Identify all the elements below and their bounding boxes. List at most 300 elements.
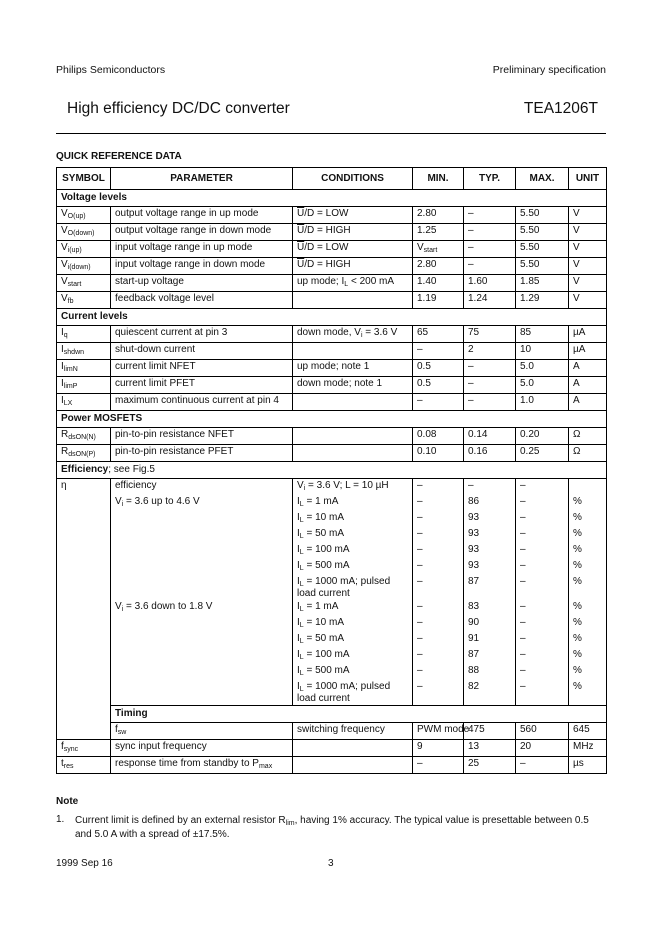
unit-cell: Ω	[569, 445, 607, 462]
parameter-text: response time from standby to P	[115, 758, 259, 769]
condition-text: I	[297, 681, 300, 692]
parameter-cell	[111, 600, 293, 616]
max-cell: –	[516, 559, 569, 575]
overline-u: $\overline{U}$	[297, 208, 305, 219]
max-cell: 0.25	[516, 445, 569, 462]
parameter-text: = 3.6 up to 4.6 V	[123, 496, 200, 507]
conditions-cell	[293, 680, 413, 706]
symbol-cell	[57, 224, 111, 241]
conditions-cell	[293, 600, 413, 616]
overline-u: $\overline{U}$	[297, 259, 305, 270]
min-cell: 1.25	[413, 224, 464, 241]
table-row	[57, 527, 607, 543]
unit-cell: A	[569, 394, 607, 411]
parameter-cell	[111, 616, 293, 632]
unit-cell: %	[569, 495, 607, 511]
conditions-cell	[293, 241, 413, 258]
conditions-cell	[293, 632, 413, 648]
min-cell: –	[413, 632, 464, 648]
group-label	[57, 462, 607, 479]
unit-cell: V	[569, 224, 607, 241]
conditions-cell	[293, 343, 413, 360]
symbol-cell	[57, 207, 111, 224]
table-row	[57, 495, 607, 511]
typ-cell: 1.24	[464, 292, 516, 309]
typ-cell: 2	[464, 343, 516, 360]
typ-cell: 90	[464, 616, 516, 632]
group-row-efficiency	[57, 462, 607, 479]
part-number: TEA1206T	[523, 100, 598, 117]
max-cell: –	[516, 600, 569, 616]
spec-status: Preliminary specification	[492, 64, 606, 76]
unit-cell: %	[569, 527, 607, 543]
min-cell: –	[413, 343, 464, 360]
max-cell: 1.29	[516, 292, 569, 309]
parameter-cell	[111, 495, 293, 511]
condition-subscript: L	[299, 686, 304, 693]
min-cell: –	[413, 394, 464, 411]
symbol-subscript: i(down)	[67, 264, 91, 271]
condition-subscript: i	[303, 485, 306, 492]
typ-cell: 91	[464, 632, 516, 648]
min-cell: 475	[464, 723, 516, 740]
parameter-cell: pin-to-pin resistance NFET	[111, 428, 293, 445]
typ-cell: 0.14	[464, 428, 516, 445]
parameter-cell: efficiency	[111, 479, 293, 496]
parameter-cell	[111, 543, 293, 559]
symbol-cell	[57, 445, 111, 462]
parameter-cell	[111, 632, 293, 648]
condition-text: = 1 mA	[303, 601, 339, 612]
min-cell	[413, 241, 464, 258]
max-cell: –	[516, 575, 569, 600]
conditions-cell	[293, 275, 413, 292]
unit-cell: %	[569, 559, 607, 575]
symbol-subscript: res	[63, 763, 74, 770]
table-row	[57, 632, 607, 648]
typ-cell: –	[464, 394, 516, 411]
min-cell: –	[413, 575, 464, 600]
table-row	[57, 275, 607, 292]
typ-cell: –	[464, 258, 516, 275]
company-name: Philips Semiconductors	[56, 64, 166, 76]
min-cell: –	[413, 511, 464, 527]
parameter-text: V	[115, 601, 122, 612]
typ-cell: 87	[464, 648, 516, 664]
parameter-cell: shut-down current	[111, 343, 293, 360]
conditions-cell	[293, 559, 413, 575]
unit-cell: %	[569, 648, 607, 664]
group-row-mosfets	[57, 411, 607, 428]
max-cell: –	[516, 479, 569, 496]
condition-text: = 10 mA	[303, 617, 344, 628]
parameter-cell: pin-to-pin resistance PFET	[111, 445, 293, 462]
conditions-cell	[293, 511, 413, 527]
max-cell: –	[516, 527, 569, 543]
condition-text: = 500 mA	[303, 560, 350, 571]
col-parameter: PARAMETER	[111, 168, 293, 190]
conditions-cell	[293, 543, 413, 559]
parameter-cell: feedback voltage level	[111, 292, 293, 309]
condition-text: = 50 mA	[303, 633, 344, 644]
unit-cell	[569, 479, 607, 496]
max-cell: –	[516, 495, 569, 511]
table-row	[57, 757, 607, 774]
condition-subscript: L	[299, 622, 304, 629]
unit-cell: V	[569, 275, 607, 292]
symbol-cell	[111, 723, 293, 740]
table-row	[57, 445, 607, 462]
max-cell: –	[516, 648, 569, 664]
min-cell: 1.40	[413, 275, 464, 292]
section-heading: QUICK REFERENCE DATA	[56, 151, 182, 162]
symbol-letter: t	[61, 758, 64, 769]
table-row	[57, 740, 607, 757]
parameter-cell	[111, 511, 293, 527]
group-label: Current levels	[57, 309, 607, 326]
figure-reference: ; see Fig.5	[108, 464, 155, 475]
parameter-cell: output voltage range in down mode	[111, 224, 293, 241]
min-cell: 2.80	[413, 258, 464, 275]
unit-cell: MHz	[569, 740, 607, 757]
condition-text: I	[297, 617, 300, 628]
condition-text: I	[297, 544, 300, 555]
min-cell: –	[413, 559, 464, 575]
symbol-letter: I	[61, 344, 64, 355]
unit-cell: V	[569, 207, 607, 224]
group-row-timing	[57, 706, 607, 723]
parameter-cell	[111, 575, 293, 600]
conditions-cell	[293, 616, 413, 632]
unit-cell: %	[569, 616, 607, 632]
table-row	[57, 428, 607, 445]
parameter-text: = 3.6 down to 1.8 V	[123, 601, 213, 612]
max-cell: –	[516, 543, 569, 559]
col-symbol: SYMBOL	[57, 168, 111, 190]
quick-reference-table	[56, 167, 607, 774]
min-cell: –	[413, 527, 464, 543]
table-row	[57, 292, 607, 309]
conditions-cell	[293, 224, 413, 241]
symbol-cell	[57, 428, 111, 445]
table-row	[57, 575, 607, 600]
condition-text: V	[297, 480, 304, 491]
symbol-cell	[57, 326, 111, 343]
condition-text: I	[297, 601, 300, 612]
typ-cell: –	[464, 479, 516, 496]
condition-text: /D = HIGH	[304, 259, 351, 270]
header-rule	[56, 133, 606, 134]
min-cell: –	[413, 600, 464, 616]
max-cell: 5.0	[516, 377, 569, 394]
condition-subscript: L	[299, 638, 304, 645]
parameter-subscript: i	[121, 606, 124, 613]
typ-cell: 83	[464, 600, 516, 616]
typ-cell: –	[464, 377, 516, 394]
conditions-cell	[293, 740, 413, 757]
conditions-cell	[293, 207, 413, 224]
condition-text: load current	[297, 588, 350, 599]
condition-subscript: i	[360, 332, 363, 339]
conditions-cell	[293, 757, 413, 774]
overline-u: $\overline{U}$	[297, 242, 305, 253]
unit-cell: A	[569, 360, 607, 377]
unit-cell: %	[569, 543, 607, 559]
symbol-subscript: start	[67, 281, 82, 288]
min-cell: –	[413, 680, 464, 706]
condition-text: = 3.6 V; L = 10 µH	[305, 480, 389, 491]
col-max: MAX.	[516, 168, 569, 190]
typ-cell: 93	[464, 511, 516, 527]
unit-cell: %	[569, 632, 607, 648]
symbol-subscript: O(down)	[67, 230, 95, 237]
parameter-cell: maximum continuous current at pin 4	[111, 394, 293, 411]
group-label: Timing	[111, 706, 607, 723]
parameter-cell: quiescent current at pin 3	[111, 326, 293, 343]
condition-text: load current	[297, 693, 350, 704]
symbol-letter: I	[61, 378, 64, 389]
condition-subscript: L	[299, 670, 304, 677]
condition-subscript: L	[299, 549, 304, 556]
max-cell: –	[516, 511, 569, 527]
typ-cell: 87	[464, 575, 516, 600]
symbol-cell	[57, 241, 111, 258]
unit-cell: V	[569, 241, 607, 258]
symbol-letter: I	[61, 395, 64, 406]
condition-text: I	[297, 512, 300, 523]
conditions-cell	[293, 326, 413, 343]
symbol-letter: V	[61, 208, 68, 219]
table-row	[57, 600, 607, 616]
max-cell: 85	[516, 326, 569, 343]
min-cell: 65	[413, 326, 464, 343]
typ-cell: 0.16	[464, 445, 516, 462]
note-text-part: , having 1% accuracy. The typical value is presettable between 0.5 and 5.0 A with a spread of ±17.5%.	[75, 815, 589, 840]
table-row	[57, 207, 607, 224]
table-row	[57, 343, 607, 360]
condition-text: = 3.6 V	[362, 327, 398, 338]
min-cell: 1.19	[413, 292, 464, 309]
condition-text: /D = LOW	[304, 208, 349, 219]
min-cell: –	[413, 479, 464, 496]
unit-cell: µA	[569, 343, 607, 360]
symbol-subscript: dsON(N)	[68, 434, 96, 441]
typ-cell: 25	[464, 757, 516, 774]
note-subscript: lim	[285, 820, 295, 827]
unit-cell: µA	[569, 326, 607, 343]
max-cell: 20	[516, 740, 569, 757]
symbol-subscript: dsON(P)	[68, 451, 96, 458]
condition-text: I	[297, 496, 300, 507]
symbol-letter: V	[61, 225, 68, 236]
symbol-letter: I	[61, 361, 64, 372]
unit-cell: V	[569, 292, 607, 309]
symbol-subscript: fb	[67, 298, 74, 305]
col-typ: TYP.	[464, 168, 516, 190]
conditions-cell	[293, 428, 413, 445]
min-cell: –	[413, 495, 464, 511]
min-symbol: V	[417, 242, 424, 253]
unit-cell: µs	[569, 757, 607, 774]
condition-text: = 1000 mA; pulsed	[303, 576, 391, 587]
min-cell: –	[413, 616, 464, 632]
min-cell: –	[413, 664, 464, 680]
document-title: High efficiency DC/DC converter	[67, 100, 290, 117]
symbol-cell	[57, 343, 111, 360]
parameter-cell: switching frequency	[293, 723, 413, 740]
condition-text: down mode, V	[297, 327, 361, 338]
max-cell: –	[516, 632, 569, 648]
parameter-subscript: i	[121, 501, 124, 508]
max-cell: 5.50	[516, 207, 569, 224]
conditions-cell	[293, 648, 413, 664]
condition-text: = 100 mA	[303, 649, 350, 660]
table-row	[57, 511, 607, 527]
max-cell: –	[516, 664, 569, 680]
symbol-cell	[57, 740, 111, 757]
symbol-subscript: shdwn	[63, 349, 85, 356]
max-cell: 1.85	[516, 275, 569, 292]
group-title: Efficiency	[61, 464, 109, 475]
condition-text: I	[297, 560, 300, 571]
page-number: 3	[328, 858, 334, 869]
table-row	[57, 559, 607, 575]
min-cell: –	[413, 648, 464, 664]
table-row	[57, 543, 607, 559]
condition-text: /D = LOW	[304, 242, 349, 253]
symbol-cell	[57, 394, 111, 411]
condition-text: I	[297, 633, 300, 644]
condition-text: = 50 mA	[303, 528, 344, 539]
typ-cell: 93	[464, 543, 516, 559]
unit-cell: V	[569, 258, 607, 275]
symbol-subscript: limP	[63, 383, 78, 390]
parameter-text: V	[115, 496, 122, 507]
condition-text: = 1 mA	[303, 496, 339, 507]
parameter-cell	[111, 648, 293, 664]
col-min: MIN.	[413, 168, 464, 190]
table-row	[57, 648, 607, 664]
conditions-cell	[293, 258, 413, 275]
max-cell: –	[516, 757, 569, 774]
symbol-subscript: LX	[63, 400, 73, 407]
parameter-cell	[111, 680, 293, 706]
parameter-subscript: max	[258, 763, 273, 770]
condition-subscript: L	[344, 281, 349, 288]
unit-cell: %	[569, 680, 607, 706]
conditions-cell	[293, 664, 413, 680]
parameter-cell: output voltage range in up mode	[111, 207, 293, 224]
symbol-letter: V	[61, 242, 68, 253]
parameter-cell: start-up voltage	[111, 275, 293, 292]
min-cell: –	[413, 757, 464, 774]
typ-cell: 82	[464, 680, 516, 706]
symbol-cell	[57, 757, 111, 774]
unit-cell: %	[569, 664, 607, 680]
group-row-voltage	[57, 190, 607, 207]
parameter-cell: input voltage range in down mode	[111, 258, 293, 275]
condition-text: = 100 mA	[303, 544, 350, 555]
table-row	[57, 479, 607, 496]
symbol-cell	[57, 258, 111, 275]
max-cell: 5.50	[516, 241, 569, 258]
conditions-cell	[293, 575, 413, 600]
typ-cell: 560	[516, 723, 569, 740]
symbol-letter: f	[61, 741, 64, 752]
parameter-cell	[111, 527, 293, 543]
conditions-cell: up mode; note 1	[293, 360, 413, 377]
condition-subscript: L	[299, 606, 304, 613]
min-cell: 9	[413, 740, 464, 757]
conditions-cell	[293, 445, 413, 462]
parameter-cell: input voltage range in up mode	[111, 241, 293, 258]
parameter-cell	[111, 757, 293, 774]
note-number: 1.	[56, 814, 65, 825]
symbol-cell	[57, 360, 111, 377]
condition-subscript: L	[299, 581, 304, 588]
typ-cell: 13	[464, 740, 516, 757]
table-row	[57, 377, 607, 394]
max-cell: 5.0	[516, 360, 569, 377]
col-unit: UNIT	[569, 168, 607, 190]
table-row	[57, 664, 607, 680]
symbol-letter: V	[61, 293, 68, 304]
condition-text: = 1000 mA; pulsed	[303, 681, 391, 692]
table-row	[57, 680, 607, 706]
unit-cell: Ω	[569, 428, 607, 445]
max-cell: 0.20	[516, 428, 569, 445]
max-cell: 645	[569, 723, 607, 740]
group-label: Voltage levels	[57, 190, 607, 207]
symbol-letter: I	[61, 327, 64, 338]
group-label: Power MOSFETS	[57, 411, 607, 428]
condition-text: I	[297, 649, 300, 660]
min-cell: –	[413, 543, 464, 559]
max-cell: 5.50	[516, 258, 569, 275]
condition-text: I	[297, 665, 300, 676]
parameter-cell: current limit NFET	[111, 360, 293, 377]
unit-cell: %	[569, 600, 607, 616]
symbol-subscript: sw	[117, 729, 127, 736]
symbol-subscript: i(up)	[67, 247, 82, 254]
conditions-cell	[293, 479, 413, 496]
condition-subscript: L	[299, 533, 304, 540]
symbol-cell	[57, 377, 111, 394]
unit-cell: A	[569, 377, 607, 394]
table-row	[57, 258, 607, 275]
parameter-cell: current limit PFET	[111, 377, 293, 394]
max-cell: 1.0	[516, 394, 569, 411]
footer-date: 1999 Sep 16	[56, 858, 113, 869]
table-row	[57, 723, 607, 740]
symbol-subscript: limN	[63, 366, 78, 373]
table-header-row	[57, 168, 607, 190]
max-cell: –	[516, 616, 569, 632]
typ-cell: 88	[464, 664, 516, 680]
conditions-cell: down mode; note 1	[293, 377, 413, 394]
symbol-subscript: sync	[63, 746, 79, 753]
min-cell: 2.80	[413, 207, 464, 224]
typ-cell: –	[464, 360, 516, 377]
note-text	[75, 814, 605, 842]
symbol-subscript: O(up)	[67, 213, 86, 220]
condition-text: = 500 mA	[303, 665, 350, 676]
symbol-letter: R	[61, 429, 69, 440]
table-row	[57, 394, 607, 411]
unit-cell: %	[569, 575, 607, 600]
symbol-letter: f	[115, 724, 118, 735]
condition-subscript: L	[299, 517, 304, 524]
